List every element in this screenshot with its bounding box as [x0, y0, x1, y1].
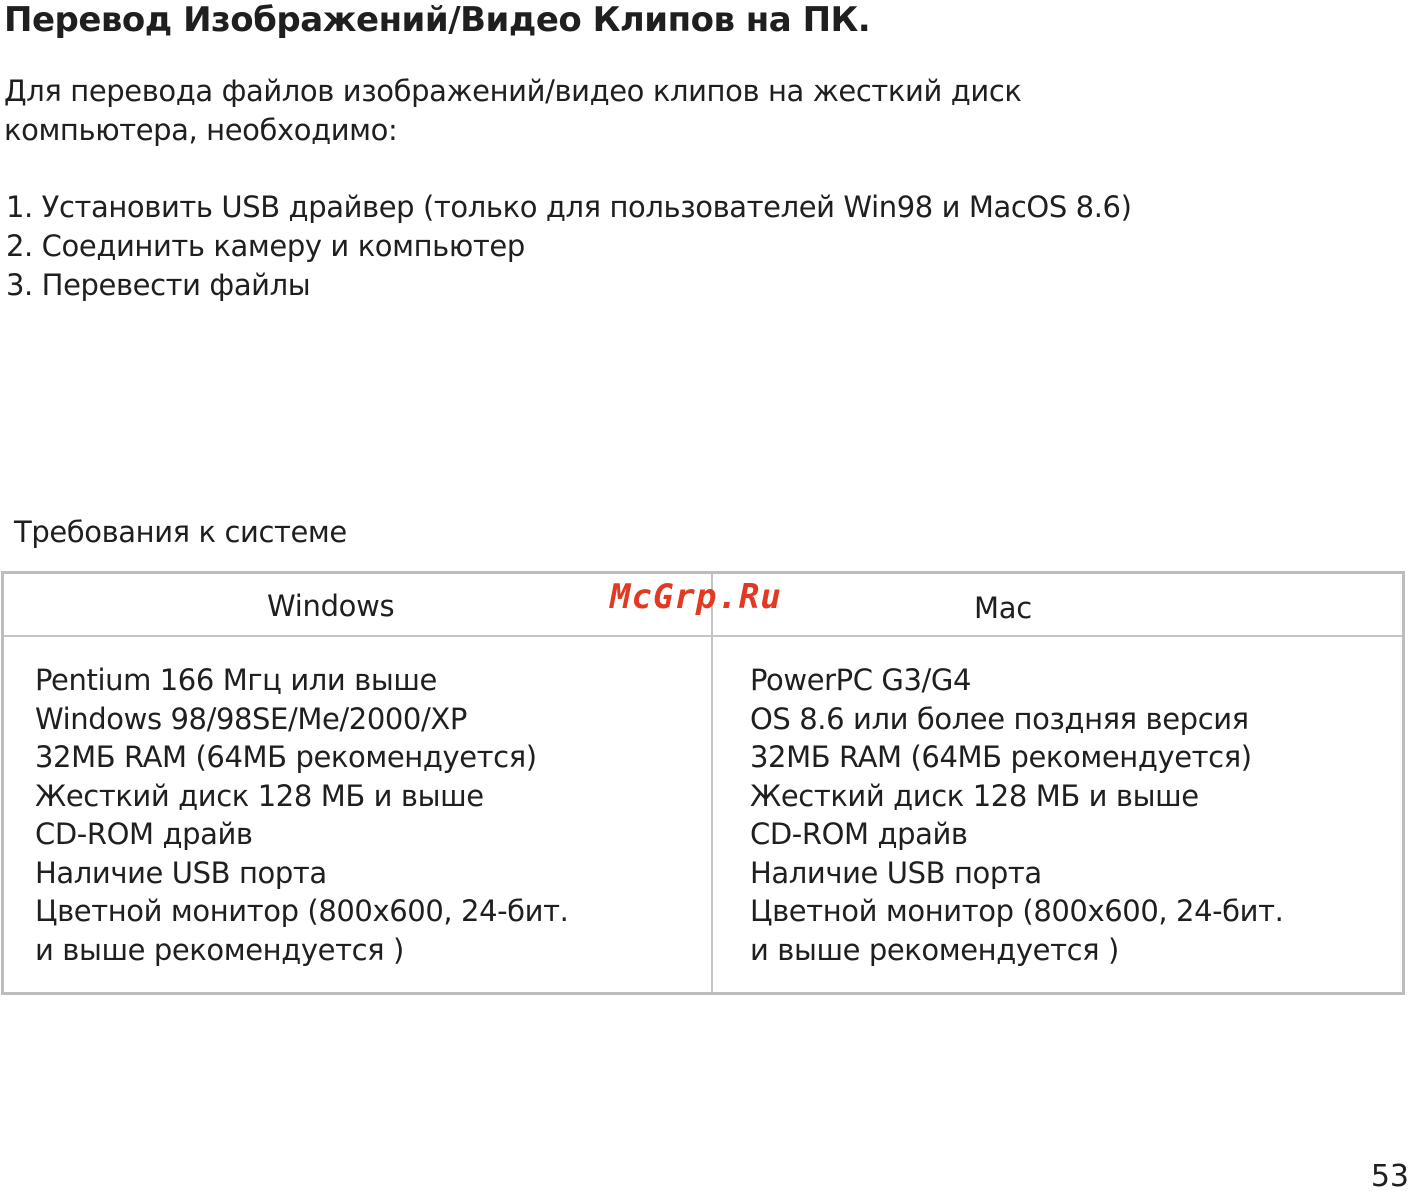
list-item: Цветной монитор (800x600, 24-бит.: [35, 894, 569, 928]
list-item: Цветной монитор (800x600, 24-бит.: [750, 894, 1284, 928]
list-item: 32МБ RAM (64МБ рекомендуется): [750, 740, 1252, 774]
page-title: Перевод Изображений/Видео Клипов на ПК.: [4, 0, 871, 40]
list-item: Жесткий диск 128 МБ и выше: [750, 778, 1199, 813]
list-item: и выше рекомендуется ): [750, 932, 1119, 967]
step-item: 2. Соединить камеру и компьютер: [6, 229, 525, 263]
list-item: Pentium 166 Мгц или выше: [35, 663, 437, 697]
list-item: и выше рекомендуется ): [35, 932, 404, 967]
list-item: 32МБ RAM (64МБ рекомендуется): [35, 740, 537, 774]
list-item: Жесткий диск 128 МБ и выше: [35, 778, 484, 813]
table-header-divider: [4, 635, 1402, 637]
list-item: Наличие USB порта: [35, 855, 327, 890]
list-item: Наличие USB порта: [750, 855, 1042, 890]
mac-requirements-list: [750, 661, 1283, 969]
step-item: 1. Установить USB драйвер (только для пользователей Win98 и MacOS 8.6): [6, 190, 1132, 224]
mac-column-header: Mac: [974, 591, 1032, 625]
watermark: McGrp.Ru: [610, 577, 782, 617]
requirements-table: [1, 571, 1405, 995]
table-column-divider: [711, 574, 713, 992]
windows-column-header: Windows: [267, 589, 395, 623]
intro-paragraph: [4, 72, 1022, 150]
list-item: Windows 98/98SE/Me/2000/XP: [35, 701, 467, 736]
list-item: CD-ROM драйв: [750, 817, 968, 851]
requirements-heading: Требования к системе: [14, 515, 347, 549]
intro-line: компьютера, необходимо:: [4, 113, 398, 147]
list-item: OS 8.6 или более поздняя версия: [750, 701, 1249, 736]
step-item: 3. Перевести файлы: [6, 268, 311, 302]
page-number: 53: [1370, 1159, 1409, 1194]
list-item: CD-ROM драйв: [35, 817, 253, 851]
list-item: PowerPC G3/G4: [750, 663, 972, 697]
steps-list: [6, 188, 1132, 305]
intro-line: Для перевода файлов изображений/видео клипов на жесткий диск: [4, 74, 1022, 108]
windows-requirements-list: [35, 661, 568, 969]
